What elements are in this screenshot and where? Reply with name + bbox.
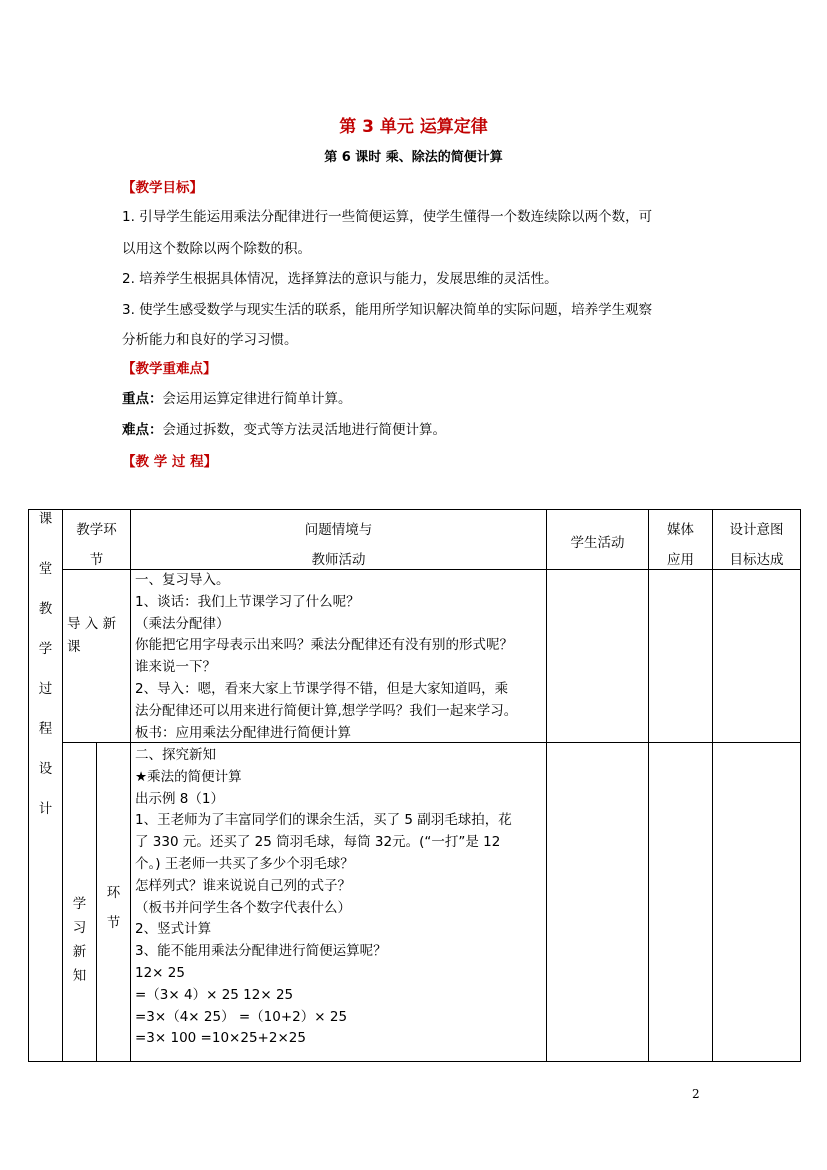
row2-sub bbox=[97, 878, 130, 938]
header-text: 媒体 bbox=[667, 522, 694, 538]
goal-line: 2. 培养学生根据具体情况，选择算法的意识与能力，发展思维的灵活性。 bbox=[122, 271, 558, 287]
stage-char: 学 bbox=[72, 896, 87, 912]
header-stage bbox=[63, 515, 130, 575]
side-char: 课 bbox=[38, 511, 53, 527]
goal-line: 1. 引导学生能运用乘法分配律进行一些简便运算，使学生懂得一个数连续除以两个数，可 bbox=[122, 209, 653, 225]
hard-text: 会通过拆数，变式等方法灵活地进行简便计算。 bbox=[162, 422, 446, 438]
content-line: =（3× 4）× 25 12× 25 bbox=[135, 986, 294, 1003]
side-label bbox=[29, 509, 62, 829]
side-char: 程 bbox=[38, 721, 53, 737]
content-line: 3、能不能用乘法分配律进行简便运算呢？ bbox=[135, 943, 387, 960]
stage-text: 导 入 新 bbox=[67, 616, 117, 632]
sub-char: 环 bbox=[106, 885, 121, 901]
content-line: 板书：应用乘法分配律进行简便计算 bbox=[135, 724, 351, 741]
content-line: 你能把它用字母表示出来吗？乘法分配律还有没有别的形式呢？ bbox=[135, 637, 513, 654]
lesson-subtitle: 第 6 课时 乘、除法的简便计算 bbox=[324, 150, 503, 165]
stage-char: 知 bbox=[72, 968, 87, 984]
goal-line: 分析能力和良好的学习习惯。 bbox=[122, 332, 298, 348]
content-line: 1、王老师为了丰富同学们的课余生活，买了 5 副羽毛球拍，花 bbox=[135, 812, 512, 829]
header-media bbox=[649, 515, 712, 575]
header-text: 目标达成 bbox=[729, 552, 784, 568]
header-text: 节 bbox=[89, 552, 104, 568]
hard-point-line bbox=[122, 418, 446, 438]
side-char: 过 bbox=[38, 681, 53, 697]
content-line: 出示例 8（1） bbox=[135, 790, 224, 807]
side-char: 教 bbox=[38, 601, 53, 617]
side-char: 堂 bbox=[38, 561, 53, 577]
key-point-line bbox=[122, 387, 352, 407]
stage-char: 新 bbox=[72, 944, 87, 960]
process-heading: 【教 学 过 程】 bbox=[122, 454, 218, 470]
key-text: 会运用运算定律进行简单计算。 bbox=[162, 391, 352, 407]
row1-content bbox=[135, 570, 545, 744]
lesson-plan-table bbox=[28, 509, 801, 1062]
content-line: 一、复习导入。 bbox=[135, 572, 230, 588]
content-line: 法分配律还可以用来进行简便计算,想学学吗？我们一起来学习。 bbox=[135, 702, 518, 719]
row1-stage bbox=[67, 613, 127, 659]
header-question bbox=[131, 515, 546, 575]
row2-stage bbox=[63, 892, 96, 988]
content-line: 1、谈话：我们上节课学习了什么呢？ bbox=[135, 593, 360, 610]
header-text: 教学环 bbox=[76, 522, 117, 538]
content-line: ★乘法的简便计算 bbox=[135, 768, 242, 785]
content-line: （板书并问学生各个数字代表什么） bbox=[135, 899, 351, 916]
content-line: 谁来说一下？ bbox=[135, 659, 216, 676]
header-text: 应用 bbox=[667, 552, 694, 568]
content-line: =3× 100 =10×25+2×25 bbox=[135, 1030, 306, 1047]
sub-char: 节 bbox=[106, 915, 121, 931]
row2-content bbox=[135, 745, 545, 1050]
header-text: 问题情境与 bbox=[304, 522, 373, 538]
side-char: 设 bbox=[38, 761, 53, 777]
hard-label: 难点： bbox=[122, 422, 163, 438]
side-char: 计 bbox=[38, 801, 53, 817]
content-line: =3×（4× 25） =（10+2）× 25 bbox=[135, 1008, 348, 1025]
header-text: 教师活动 bbox=[311, 552, 366, 568]
header-student: 学生活动 bbox=[570, 535, 625, 551]
content-line: 12× 25 bbox=[135, 964, 185, 981]
content-line: （乘法分配律） bbox=[135, 615, 230, 632]
side-char: 学 bbox=[38, 641, 53, 657]
stage-char: 习 bbox=[72, 920, 87, 936]
content-line: 个。) 王老师一共买了多少个羽毛球？ bbox=[135, 855, 354, 872]
header-design bbox=[713, 515, 800, 575]
key-points-heading: 【教学重难点】 bbox=[122, 361, 217, 377]
goal-line: 以用这个数除以两个除数的积。 bbox=[122, 241, 311, 257]
content-line: 怎样列式？谁来说说自己列的式子？ bbox=[135, 877, 351, 894]
page-number: 2 bbox=[692, 1087, 700, 1101]
key-label: 重点： bbox=[122, 391, 163, 407]
stage-text: 课 bbox=[67, 639, 81, 655]
goal-line: 3. 使学生感受数学与现实生活的联系，能用所学知识解决简单的实际问题，培养学生观察 bbox=[122, 302, 653, 318]
content-line: 2、竖式计算 bbox=[135, 921, 212, 938]
content-line: 二、探究新知 bbox=[135, 747, 216, 763]
content-line: 2、导入：嗯，看来大家上节课学得不错，但是大家知道吗，乘 bbox=[135, 680, 509, 697]
content-line: 了 330 元。还买了 25 筒羽毛球，每筒 32元。(“一打”是 12 bbox=[135, 834, 501, 851]
header-text: 设计意图 bbox=[729, 522, 784, 538]
goals-heading: 【教学目标】 bbox=[122, 180, 203, 196]
unit-title: 第 3 单元 运算定律 bbox=[339, 117, 488, 137]
